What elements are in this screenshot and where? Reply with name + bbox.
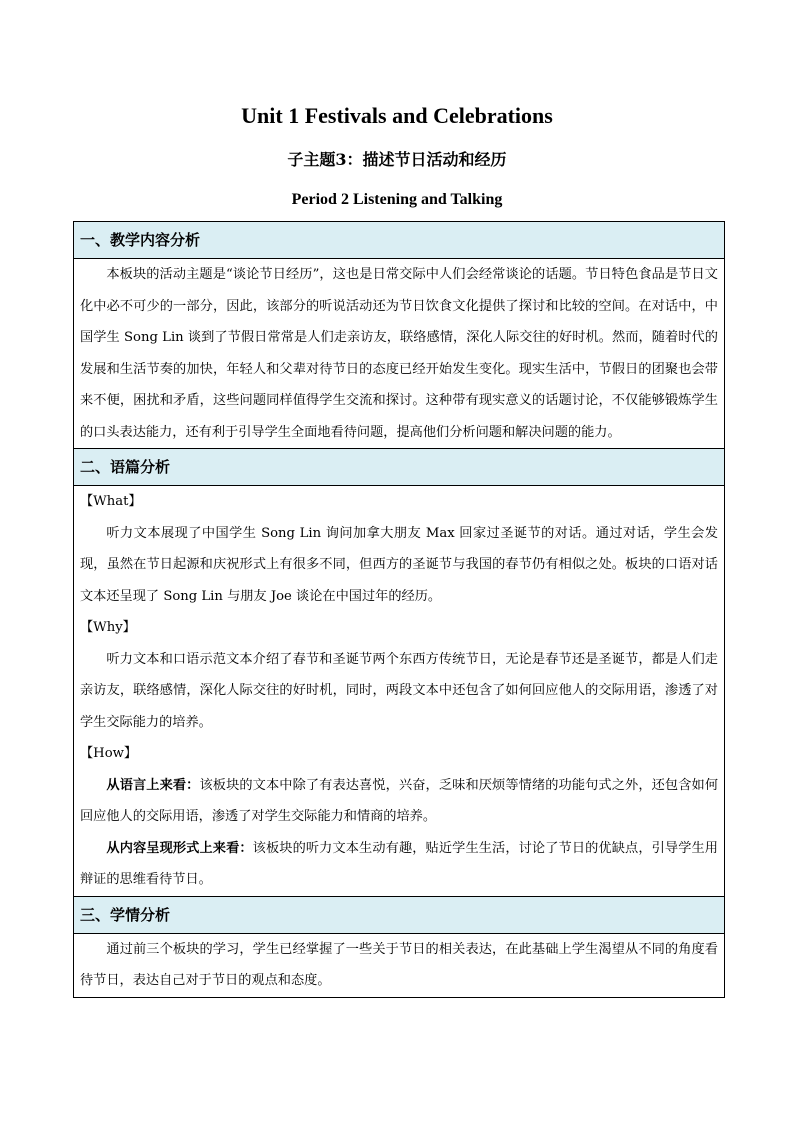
section-body-learner-analysis xyxy=(74,933,725,997)
section-body-row xyxy=(74,259,725,449)
paragraph: 本板块的活动主题是“谈论节日经历”，这也是日常交际中人们会经常谈论的话题。节日特色食品是节日文化中必不可少的一部分，因此，该部分的听说活动还为节日饮食文化提供了探讨和比较的空间。在对话中，中国学生 Song Lin 谈到了节假日常常是人们走亲访友，联络感情，深化人际交往的好时机。然而，随着时代的发展和生活节奏的加快，年轻人和父辈对待节日的态度已经开始发生变化。现实生活中，节假日的团聚也会带来不便，困扰和矛盾，这些问题同样值得学生交流和探讨。这种带有现实意义的话题讨论，不仅能够锻炼学生的口头表达能力，还有利于引导学生全面地看待问题，提高他们分析问题和解决问题的能力。 xyxy=(80,267,718,440)
how-language-text: 该板块的文本中除了有表达喜悦，兴奋，乏味和厌烦等情绪的功能句式之外，还包含如何回应他人的交际用语，渗透了对学生交际能力和情商的培养。 xyxy=(80,777,719,824)
how-language-paragraph xyxy=(80,770,718,833)
section-heading-content-analysis: 一、教学内容分析 xyxy=(74,222,725,259)
how-form-paragraph xyxy=(80,833,718,896)
what-paragraph: 听力文本展现了中国学生 Song Lin 询问加拿大朋友 Max 回家过圣诞节的对话。通过对话，学生会发现，虽然在节日起源和庆祝形式上有很多不同，但西方的圣诞节与我国的春节仍有相似之处。板块的口语对话文本还呈现了 Song Lin 与朋友 Joe 谈论在中国过年的经历。 xyxy=(80,525,718,604)
document-title: Unit 1 Festivals and Celebrations xyxy=(241,103,553,128)
section-heading-learner-analysis: 三、学情分析 xyxy=(74,896,725,933)
what-tag: 【What】 xyxy=(80,494,142,509)
why-tag: 【Why】 xyxy=(80,620,136,635)
section-header-row xyxy=(74,222,725,259)
period-title: Period 2 Listening and Talking xyxy=(291,191,503,208)
how-language-label: 从语言上来看： xyxy=(106,777,200,793)
section-body-row xyxy=(74,933,725,997)
section-heading-discourse-analysis: 二、语篇分析 xyxy=(74,449,725,486)
section-body-content-analysis xyxy=(74,259,725,449)
paragraph: 通过前三个板块的学习，学生已经掌握了一些关于节日的相关表达，在此基础上学生渴望从不同的角度看待节日，表达自己对于节日的观点和态度。 xyxy=(80,941,718,988)
why-paragraph: 听力文本和口语示范文本介绍了春节和圣诞节两个东西方传统节日，无论是春节还是圣诞节，都是人们走亲访友，联络感情，深化人际交往的好时机，同时，两段文本中还包含了如何回应他人的交际用语，渗透了对学生交际能力的培养。 xyxy=(80,651,718,730)
how-form-label: 从内容呈现形式上来看： xyxy=(106,840,253,856)
how-form-text: 该板块的听力文本生动有趣，贴近学生生活，讨论了节日的优缺点，引导学生用辩证的思维看待节日。 xyxy=(80,840,718,887)
how-tag: 【How】 xyxy=(80,746,138,761)
section-body-discourse-analysis xyxy=(74,486,725,897)
lesson-plan-table xyxy=(73,221,725,998)
section-header-row xyxy=(74,896,725,933)
section-body-row xyxy=(74,486,725,897)
section-header-row xyxy=(74,449,725,486)
document-subtitle: 子主题3：描述节日活动和经历 xyxy=(287,150,507,169)
